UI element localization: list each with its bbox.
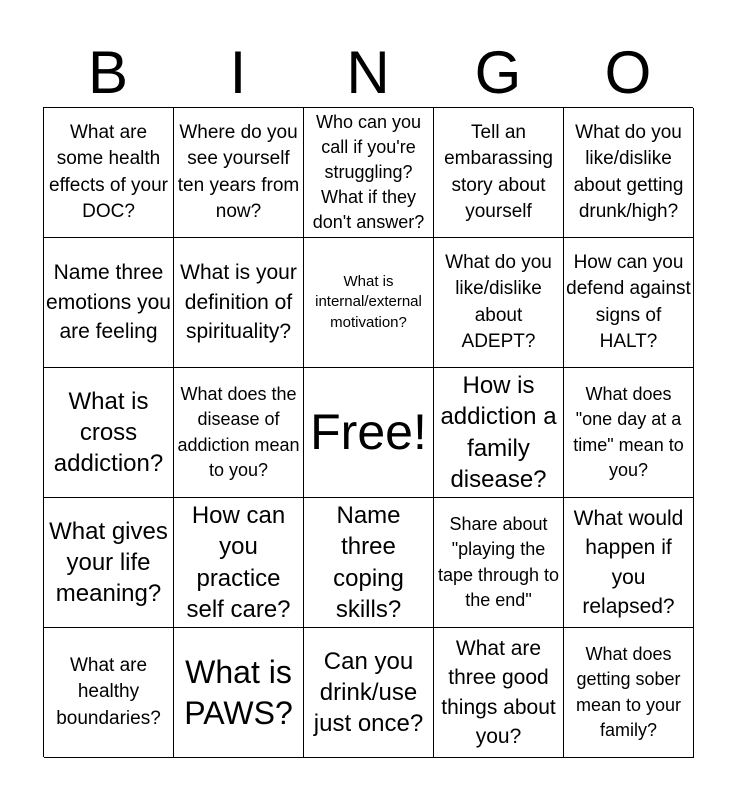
bingo-cell [174,628,304,758]
bingo-cell [174,238,304,368]
free-space [304,368,434,498]
cell-text: What are three good things about you? [441,636,556,748]
free-space-label: Free! [310,404,427,460]
bingo-cell [434,368,564,498]
cell-text: What do you like/dislike about ADEPT? [445,252,552,352]
bingo-cell [44,628,174,758]
bingo-cell [304,628,434,758]
header-letter-n: N [346,39,390,106]
header-letter-g: G [474,39,522,106]
bingo-cell [174,108,304,238]
bingo-cell [174,498,304,628]
bingo-cell [564,238,694,368]
bingo-cell [564,498,694,628]
header-letter-i: I [229,39,247,106]
bingo-cell [564,368,694,498]
bingo-cell [44,368,174,498]
bingo-cell [434,108,564,238]
bingo-cell [304,238,434,368]
bingo-cell [174,368,304,498]
bingo-cell [434,238,564,368]
cell-text: Can you drink/use just once? [313,647,424,738]
cell-text: Who can you call if you're struggling? What if they don't answer? [312,111,425,233]
cell-text: What is cross addiction? [53,387,164,478]
cell-text: What would happen if you relapsed? [573,506,684,618]
cell-text: Name three coping skills? [333,502,404,623]
bingo-cell [44,238,174,368]
header-letter-b: B [87,39,129,106]
cell-text: Where do you see yourself ten years from now? [177,122,300,222]
cell-text: What do you like/dislike about getting drunk/high? [573,122,684,222]
cell-text: How can you practice self care? [186,502,291,623]
bingo-cell [434,498,564,628]
cell-text: What are healthy boundaries? [56,655,161,729]
bingo-cell [44,498,174,628]
bingo-header [43,38,693,108]
cell-text: What does the disease of addiction mean to you? [177,384,300,480]
cell-text: Tell an embarassing story about yourself [444,122,553,222]
cell-text: How is addiction a family disease? [440,372,557,493]
bingo-cell [304,498,434,628]
bingo-cell [304,108,434,238]
cell-text: Name three emotions you are feeling [46,261,171,344]
cell-text: Share about "playing the tape through to the end" [437,514,560,610]
cell-text: How can you defend against signs of HALT? [566,252,691,352]
cell-text: What does "one day at a time" mean to you? [573,384,684,480]
bingo-cell [564,108,694,238]
cell-text: What are some health effects of your DOC? [49,122,168,222]
bingo-cell [44,108,174,238]
cell-text: What is internal/external motivation? [315,273,422,331]
cell-text: What is PAWS? [184,653,293,731]
cell-text: What is your definition of spirituality? [180,261,297,344]
cell-text: What gives your life meaning? [49,517,168,608]
header-letter-o: O [604,39,652,106]
bingo-board [43,107,693,757]
bingo-cell [434,628,564,758]
bingo-cell [564,628,694,758]
cell-text: What does getting sober mean to your family? [575,644,682,740]
